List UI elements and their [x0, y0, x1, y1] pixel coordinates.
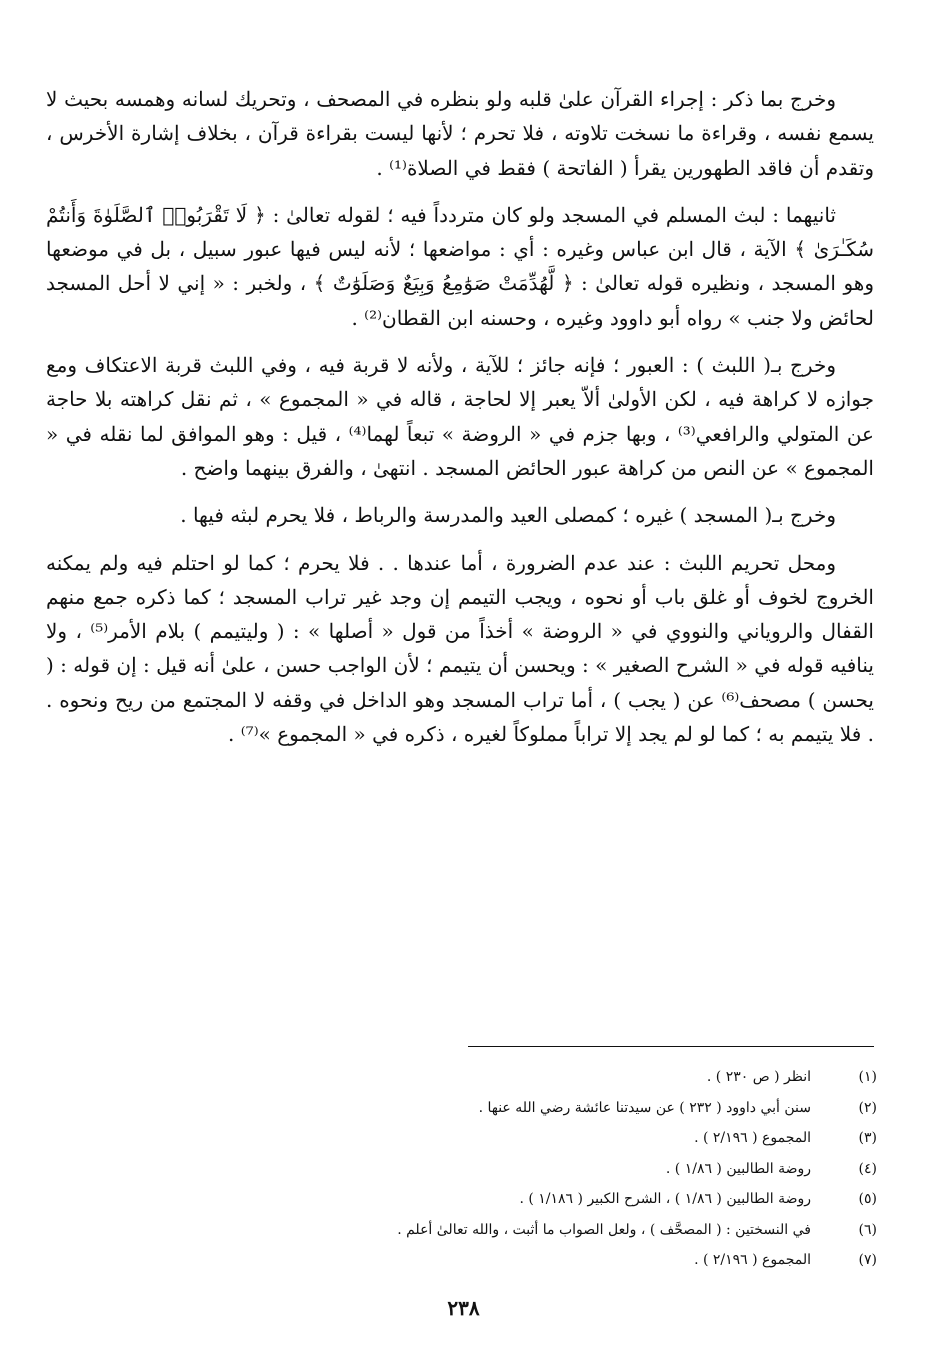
footnote [47, 1062, 877, 1093]
paragraph-4: وخرج بـ( المسجد ) غيره ؛ كمصلى العيد والمدرسة والرباط ، فلا يحرم لبثه فيها . [180, 503, 836, 528]
footnote-number: (١) [858, 1069, 877, 1085]
footnote-text: روضة الطالبين ( ١/٨٦ ) ، الشرح الكبير ( ١/١٨٦ ) . [519, 1191, 811, 1207]
footnote-text: روضة الطالبين ( ١/٨٦ ) . [665, 1160, 811, 1177]
footnote-number: (٣) [858, 1130, 877, 1146]
footnote [47, 1123, 877, 1154]
footnotes [47, 1062, 877, 1276]
footnote-text: المجموع ( ٢/١٩٦ ) . [694, 1252, 811, 1268]
footnote-text: سنن أبي داوود ( ٢٣٢ ) عن سيدتنا عائشة رضي الله عنها . [478, 1099, 811, 1116]
footnote [47, 1215, 877, 1246]
paragraph-3: وخرج بـ( اللبث ) : العبور ؛ فإنه جائز ؛ للآية ، ولأنه لا قربة فيه ، وفي اللبث قربة الاعتكاف ومع جوازه لا كراهة فيه ، لكن الأولىٰ ألاّ يعبر إلا لحاجة ، قاله في « المجموع » ، ثم نقل كراهته بلا حاجة عن المتولي والرافعي⁽³⁾ ، وبها جزم في « الروضة » تبعاً لهما⁽⁴⁾ ، قيل : وهو الموافق لما نقله في « المجموع » عن النص من كراهة عبور الحائض المسجد . انتهىٰ ، والفرق بينهما واضح . [46, 353, 874, 480]
footnote-number: (٥) [858, 1191, 877, 1207]
footnote-number: (٤) [858, 1160, 877, 1177]
footnote-separator [468, 1046, 874, 1047]
main-text [46, 82, 874, 764]
footnote [47, 1184, 877, 1215]
footnote [47, 1093, 877, 1124]
page-number: ٢٣٨ [447, 1296, 480, 1320]
paragraph-5: ومحل تحريم اللبث : عند عدم الضرورة ، أما عندها . . فلا يحرم ؛ كما لو احتلم فيه ولم يمكنه الخروج لخوف أو غلق باب أو نحوه ، ويجب التيمم إن وجد غير تراب المسجد ؛ كما ذكره جمع منهم القفال والروياني والنووي في « الروضة » أخذاً من قول « أصلها » : ( وليتيمم ) بلام الأمر⁽⁵⁾ ، ولا ينافيه قوله في « الشرح الصغير » : ويحسن أن يتيمم ؛ لأن الواجب حسن ، علىٰ أنه قيل : إن قوله : ( يحسن ) مصحف⁽⁶⁾ عن ( يجب ) ، أما تراب المسجد وهو الداخل في وقفه لا المجتمع من ريح ونحوه . . فلا يتيمم به ؛ كما لو لم يجد إلا تراباً مملوكاً لغيره ، ذكره في « المجموع »⁽⁷⁾ . [46, 550, 874, 747]
footnote-text: انظر ( ص ٢٣٠ ) . [706, 1069, 811, 1085]
footnote-number: (٦) [858, 1221, 877, 1238]
paragraph-2: ثانيهما : لبث المسلم في المسجد ولو كان متردداً فيه ؛ لقوله تعالىٰ : ﴿ لَا تَقْرَبُوا۟ ٱلصَّلَوٰةَ وَأَنتُمْ سُكَـٰرَىٰ ﴾ الآية ، قال ابن عباس وغيره : أي : مواضعها ؛ لأنه ليس فيها عبور سبيل ، بل في موضعها وهو المسجد ، ونظيره قوله تعالىٰ : ﴿ لَّهُدِّمَتْ صَوَٰمِعُ وَبِيَعٌ وَصَلَوَٰتٌ ﴾ ، ولخبر : « إني لا أحل المسجد لحائض ولا جنب » رواه أبو داوود وغيره ، وحسنه ابن القطان⁽²⁾ . [46, 202, 874, 330]
paragraph-1: وخرج بما ذكر : إجراء القرآن علىٰ قلبه ولو بنظره في المصحف ، وتحريك لسانه وهمسه بحيث لا يسمع نفسه ، وقراءة ما نسخت تلاوته ، فلا تحرم ؛ لأنها ليست بقراءة قرآن ، بخلاف إشارة الأخرس ، وتقدم أن فاقد الطهورين يقرأ ( الفاتحة ) فقط في الصلاة⁽¹⁾ . [46, 87, 874, 180]
footnote-number: (٧) [858, 1252, 877, 1268]
footnote [47, 1154, 877, 1185]
footnote [47, 1245, 877, 1276]
footnote-text: المجموع ( ٢/١٩٦ ) . [694, 1130, 811, 1146]
footnote-text: في النسختين : ( المصحَّف ) ، ولعل الصواب ما أثبت ، والله تعالىٰ أعلم . [397, 1221, 811, 1238]
footnote-number: (٢) [858, 1099, 877, 1116]
